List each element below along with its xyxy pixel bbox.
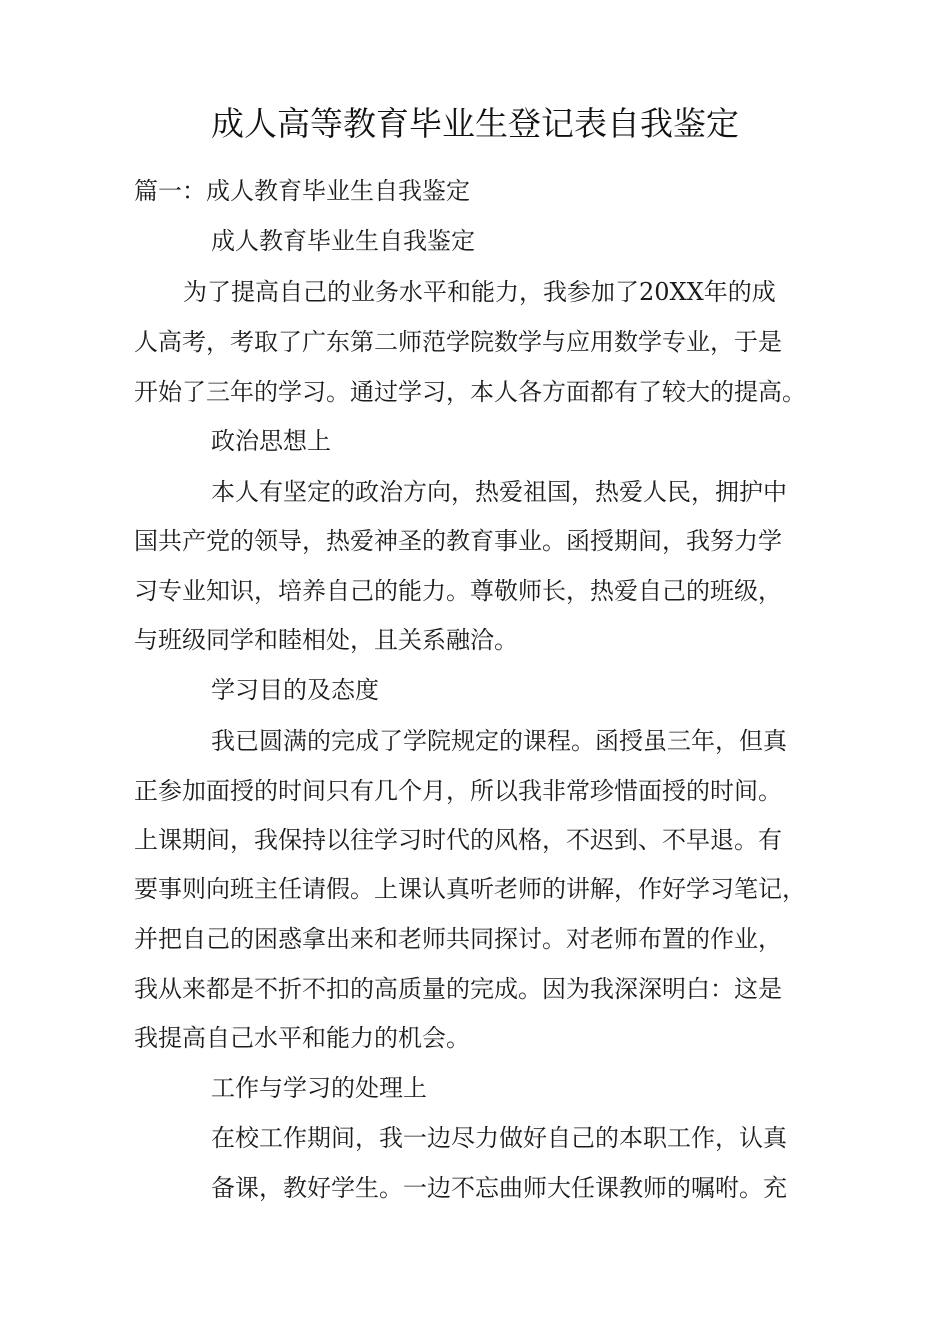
paragraph-line: 在校工作期间，我一边尽力做好自己的本职工作，认真: [211, 1124, 787, 1152]
paragraph-line: 上课期间，我保持以往学习时代的风格，不迟到、不早退。有: [134, 826, 782, 854]
paragraph-line: 要事则向班主任请假。上课认真听老师的讲解，作好学习笔记，: [134, 875, 806, 903]
paragraph-line: 我提高自己水平和能力的机会。: [134, 1024, 470, 1052]
article-subtitle: 成人教育毕业生自我鉴定: [211, 227, 475, 255]
paragraph-line: 与班级同学和睦相处，且关系融洽。: [134, 626, 518, 654]
paragraph-line: 为了提高自己的业务水平和能力，我参加了20XX年的成: [183, 278, 776, 306]
paragraph-line: 我已圆满的完成了学院规定的课程。函授虽三年，但真: [211, 727, 787, 755]
document-title: 成人高等教育毕业生登记表自我鉴定: [211, 104, 739, 143]
paragraph-line: 习专业知识，培养自己的能力。尊敬师长，热爱自己的班级，: [134, 577, 782, 605]
section-heading: 篇一：成人教育毕业生自我鉴定: [134, 177, 470, 205]
subheading: 工作与学习的处理上: [211, 1074, 427, 1102]
paragraph-line: 本人有坚定的政治方向，热爱祖国，热爱人民，拥护中: [211, 478, 787, 506]
paragraph-line: 备课，教好学生。一边不忘曲师大任课教师的嘱咐。充: [211, 1174, 787, 1202]
paragraph-line: 国共产党的领导，热爱神圣的教育事业。函授期间，我努力学: [134, 527, 782, 555]
subheading: 政治思想上: [211, 427, 331, 455]
subheading: 学习目的及态度: [211, 676, 379, 704]
paragraph-line: 人高考，考取了广东第二师范学院数学与应用数学专业，于是: [134, 328, 782, 356]
paragraph-line: 我从来都是不折不扣的高质量的完成。因为我深深明白：这是: [134, 975, 782, 1003]
paragraph-line: 开始了三年的学习。通过学习，本人各方面都有了较大的提高。: [134, 378, 806, 406]
paragraph-line: 并把自己的困惑拿出来和老师共同探讨。对老师布置的作业，: [134, 925, 782, 953]
paragraph-line: 正参加面授的时间只有几个月，所以我非常珍惜面授的时间。: [134, 777, 782, 805]
